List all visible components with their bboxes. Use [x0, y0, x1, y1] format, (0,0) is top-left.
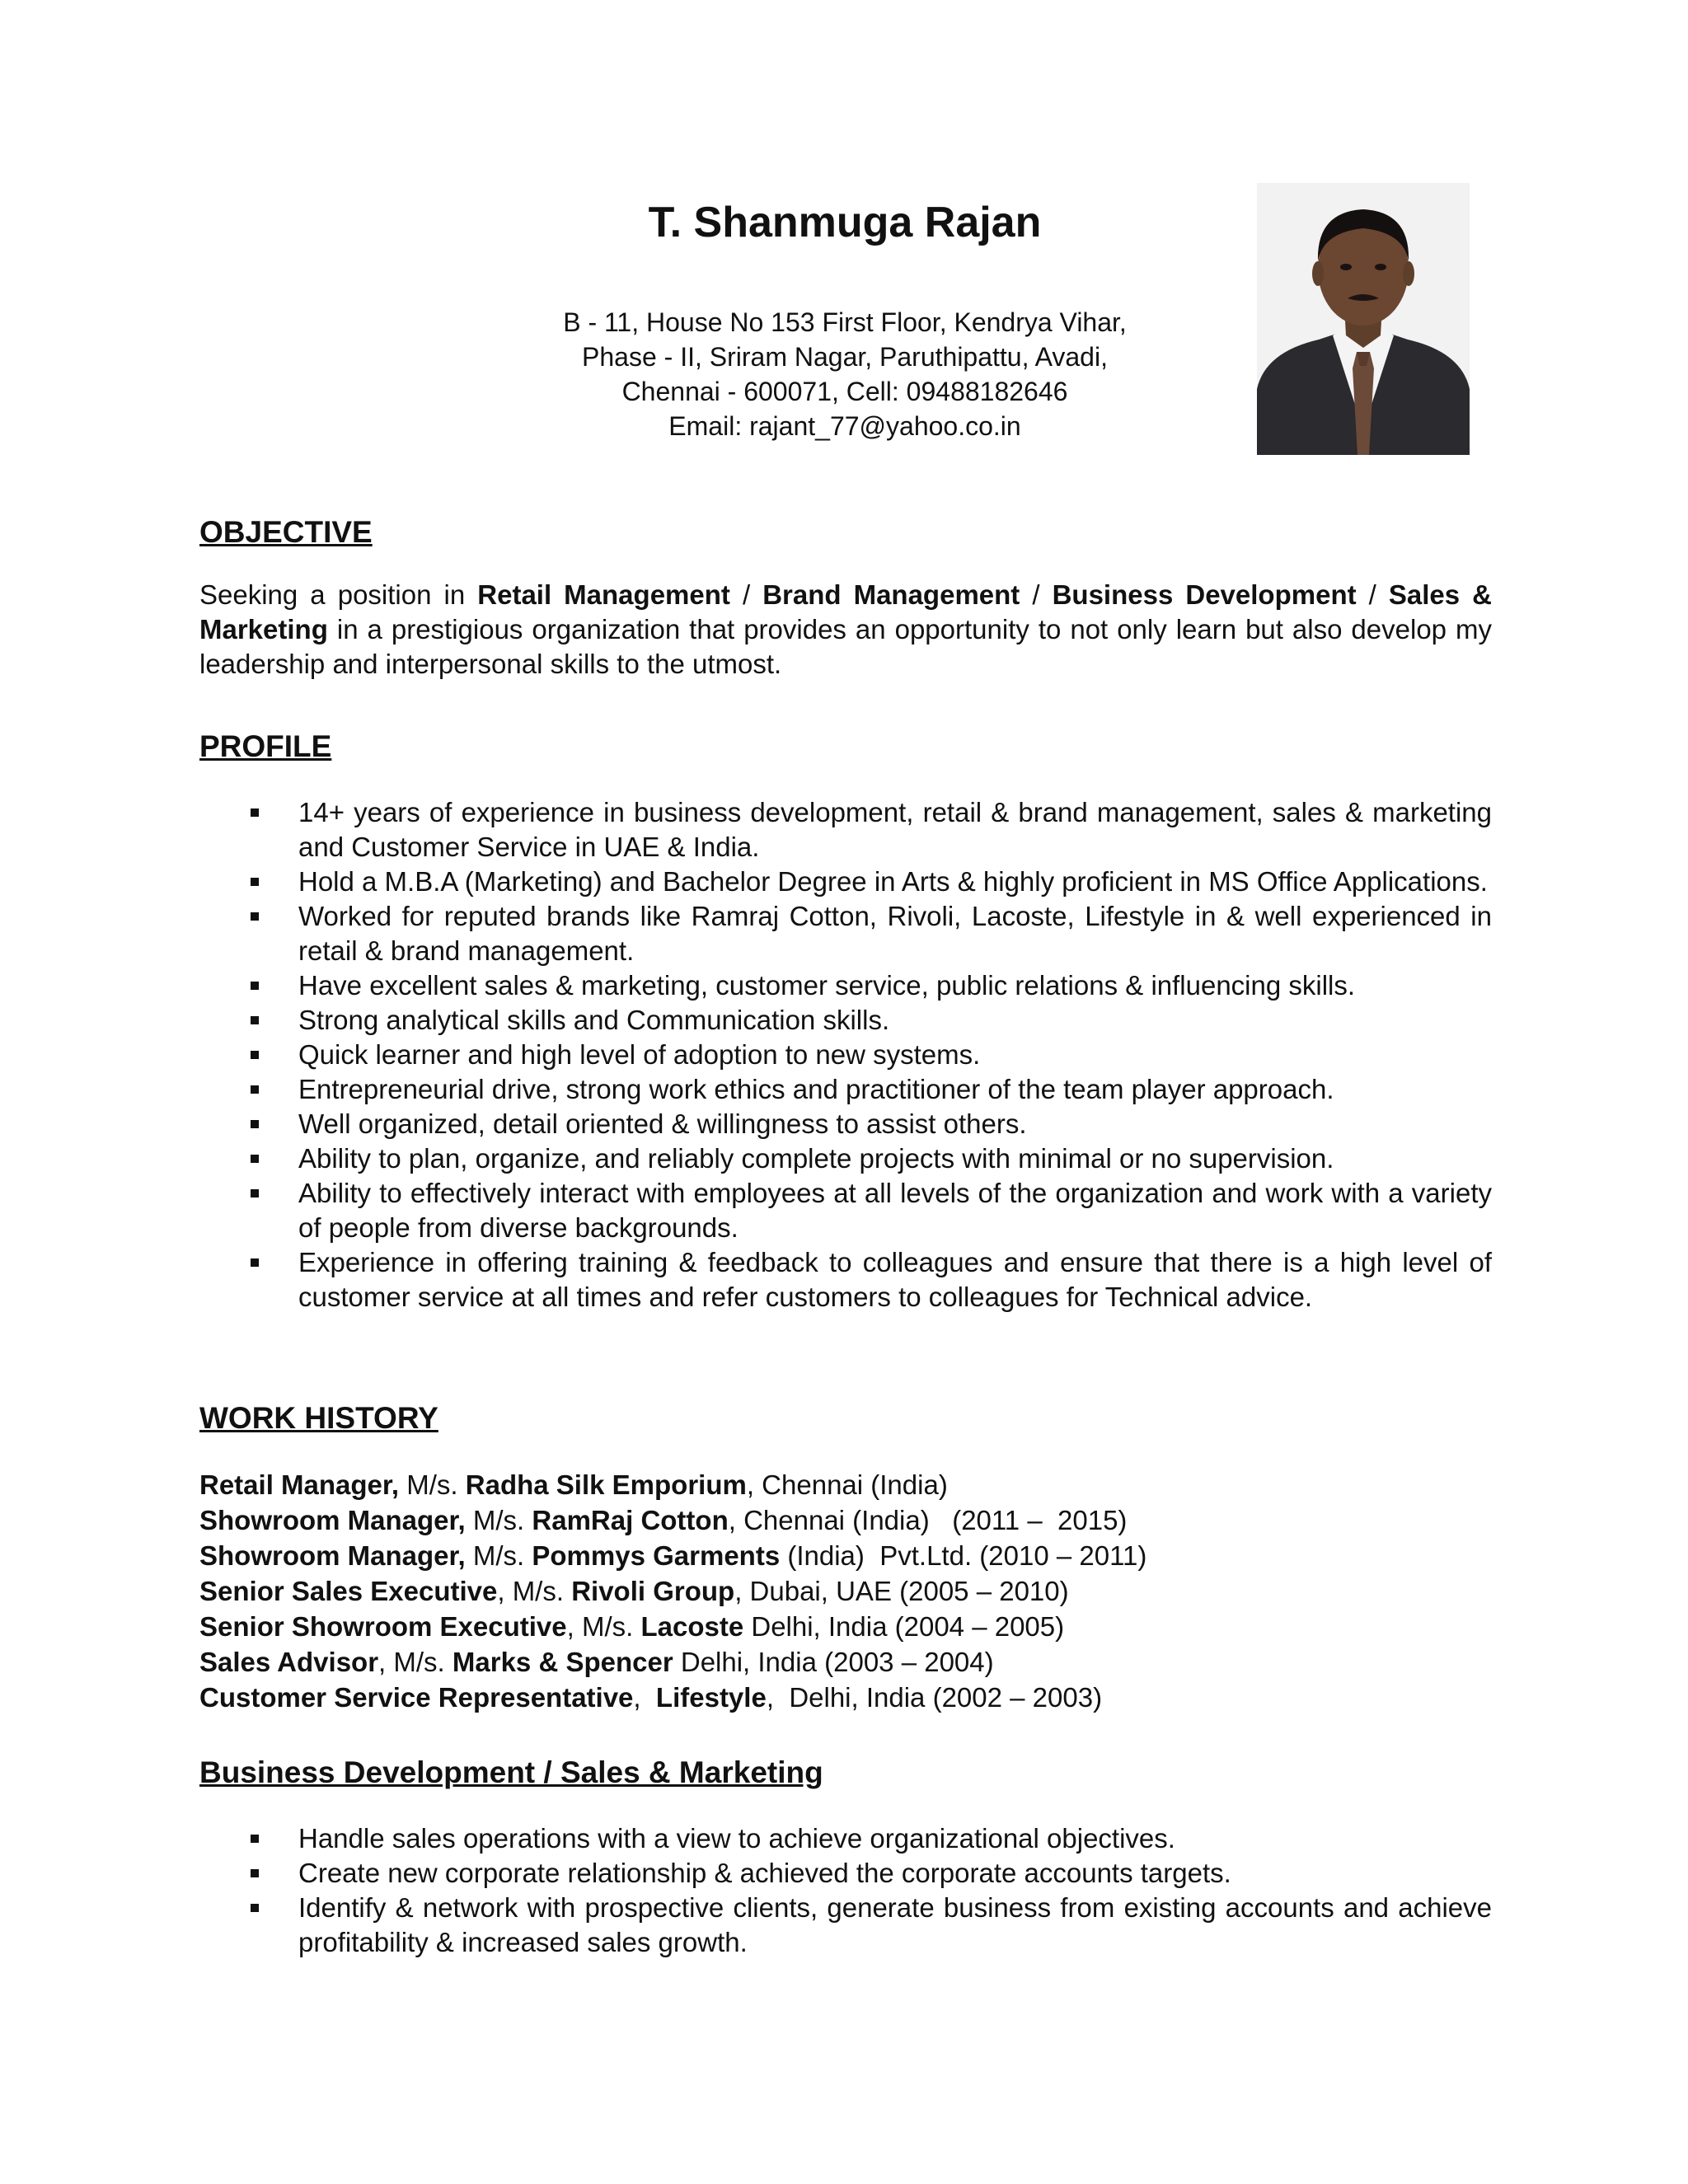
- objective-separator: /: [742, 579, 751, 610]
- objective-separator: /: [1032, 579, 1040, 610]
- job-details: , Delhi, India (2002 – 2003): [766, 1682, 1103, 1713]
- job-separator: , M/s.: [378, 1647, 452, 1677]
- job-title: Sales Advisor: [199, 1647, 379, 1677]
- job-separator: ,: [633, 1682, 656, 1713]
- job-company: Marks & Spencer: [452, 1647, 673, 1677]
- job-company: Radha Silk Emporium: [465, 1469, 747, 1500]
- list-item: Entrepreneurial drive, strong work ethics and practitioner of the team player approach.: [199, 1072, 1492, 1107]
- job-title: Showroom Manager,: [199, 1540, 466, 1571]
- job-entry: [199, 1680, 1492, 1715]
- job-company: Pommys Garments: [532, 1540, 781, 1571]
- job-entry: [199, 1609, 1492, 1644]
- list-item: 14+ years of experience in business development, retail & brand management, sales & marketing and Customer Service in UAE & India.: [199, 795, 1492, 865]
- job-title: Customer Service Representative: [199, 1682, 634, 1713]
- job-details: , Chennai (India) (2011 – 2015): [728, 1505, 1128, 1535]
- profile-photo: [1257, 183, 1470, 455]
- work-history-section: [199, 1401, 1492, 1715]
- objective-section: [199, 515, 1492, 682]
- job-list: [199, 1467, 1492, 1715]
- contact-block: [495, 305, 1195, 443]
- objective-role-sales: Sales & Marketing: [199, 579, 1493, 644]
- list-item: Worked for reputed brands like Ramraj Cotton, Rivoli, Lacoste, Lifestyle in & well experienced in retail & brand management.: [199, 899, 1492, 968]
- email-line: Email: rajant_77@yahoo.co.in: [668, 411, 1021, 441]
- job-separator: M/s.: [465, 1505, 532, 1535]
- job-separator: M/s.: [465, 1540, 532, 1571]
- job-title: Senior Showroom Executive: [199, 1611, 567, 1642]
- job-entry: [199, 1502, 1492, 1538]
- list-item: Strong analytical skills and Communication skills.: [199, 1003, 1492, 1038]
- profile-heading: PROFILE: [199, 729, 332, 763]
- job-company: Lacoste: [640, 1611, 744, 1642]
- business-development-section: [199, 1755, 1492, 1960]
- objective-role-brand: Brand Management: [762, 579, 1020, 610]
- job-details: , Chennai (India): [746, 1469, 948, 1500]
- list-item: Handle sales operations with a view to achieve organizational objectives.: [199, 1821, 1492, 1856]
- job-company: RamRaj Cotton: [532, 1505, 729, 1535]
- address-line-1: B - 11, House No 153 First Floor, Kendrya Vihar,: [563, 307, 1127, 337]
- job-details: (India) Pvt.Ltd. (2010 – 2011): [780, 1540, 1147, 1571]
- profile-section: [199, 729, 1492, 1315]
- job-title: Retail Manager,: [199, 1469, 400, 1500]
- profile-list: [199, 795, 1492, 1315]
- objective-rest: in a prestigious organization that provides an opportunity to not only learn but also develop my leadership and interpersonal skills to the utmost.: [199, 614, 1492, 679]
- job-entry: [199, 1538, 1492, 1573]
- job-company: Rivoli Group: [571, 1576, 735, 1606]
- objective-intro: Seeking a position in: [199, 579, 466, 610]
- list-item: Quick learner and high level of adoption to new systems.: [199, 1038, 1492, 1072]
- job-company: Lifestyle: [655, 1682, 767, 1713]
- job-separator: M/s.: [399, 1469, 466, 1500]
- list-item: Have excellent sales & marketing, customer service, public relations & influencing skills.: [199, 968, 1492, 1003]
- address-line-2: Phase - II, Sriram Nagar, Paruthipattu, Avadi,: [582, 342, 1108, 372]
- job-details: , Dubai, UAE (2005 – 2010): [734, 1576, 1069, 1606]
- objective-role-retail: Retail Management: [477, 579, 730, 610]
- list-item: Experience in offering training & feedback to colleagues and ensure that there is a high level of customer service at all times and refer customers to colleagues for Technical advice.: [199, 1245, 1492, 1315]
- job-entry: [199, 1573, 1492, 1609]
- job-title: Senior Sales Executive: [199, 1576, 498, 1606]
- job-separator: , M/s.: [497, 1576, 572, 1606]
- list-item: Ability to effectively interact with employees at all levels of the organization and work with a variety of people from diverse backgrounds.: [199, 1176, 1492, 1245]
- objective-heading: OBJECTIVE: [199, 515, 373, 549]
- job-entry: [199, 1467, 1492, 1502]
- business-development-heading: Business Development / Sales & Marketing: [199, 1755, 823, 1789]
- work-history-heading: WORK HISTORY: [199, 1401, 438, 1435]
- objective-text: [199, 578, 1492, 682]
- list-item: Create new corporate relationship & achieved the corporate accounts targets.: [199, 1856, 1492, 1891]
- job-entry: [199, 1644, 1492, 1680]
- job-separator: , M/s.: [566, 1611, 641, 1642]
- list-item: Well organized, detail oriented & willingness to assist others.: [199, 1107, 1492, 1141]
- job-details: Delhi, India (2004 – 2005): [743, 1611, 1065, 1642]
- objective-separator: /: [1368, 579, 1376, 610]
- address-line-3: Chennai - 600071, Cell: 09488182646: [621, 377, 1068, 406]
- business-development-list: [199, 1821, 1492, 1960]
- candidate-name: T. Shanmuga Rajan: [648, 199, 1042, 246]
- job-details: Delhi, India (2003 – 2004): [673, 1647, 994, 1677]
- list-item: Ability to plan, organize, and reliably complete projects with minimal or no supervision.: [199, 1141, 1492, 1176]
- list-item: Hold a M.B.A (Marketing) and Bachelor Degree in Arts & highly proficient in MS Office Applications.: [199, 865, 1492, 899]
- objective-role-business: Business Development: [1052, 579, 1357, 610]
- list-item: Identify & network with prospective clients, generate business from existing accounts and achieve profitability & increased sales growth.: [199, 1891, 1492, 1960]
- job-title: Showroom Manager,: [199, 1505, 466, 1535]
